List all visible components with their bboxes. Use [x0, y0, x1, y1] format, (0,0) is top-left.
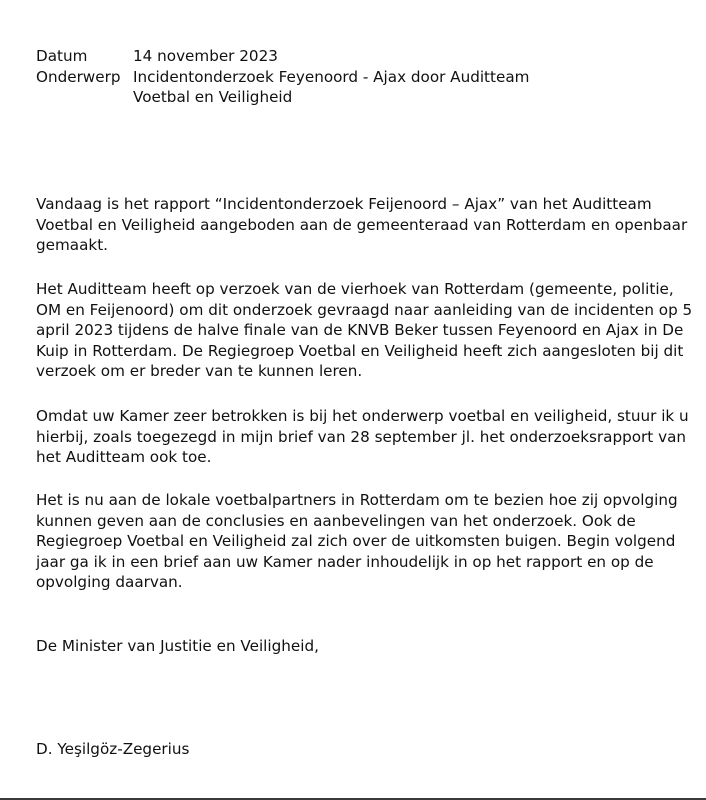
paragraph-follow-up: Het is nu aan de lokale voetbalpartners in Rotterdam om te bezien hoe zij opvolging kunnen geven aan de conclusies en aanbevelingen van het onderzoek. Ook de Regiegroep Voetbal en Veiligheid zal zich over de uitkomsten buigen. Begin volgend jaar ga ik in een brief aan uw Kamer nader inhoudelijk in op het rapport en op de opvolging daarvan.: [36, 491, 678, 591]
subject-row: [36, 67, 573, 108]
subject-label: Onderwerp: [36, 67, 121, 86]
subject-value: Incidentonderzoek Feyenoord - Ajax door Auditteam Voetbal en Veiligheid: [133, 67, 530, 106]
closing-line: De Minister van Justitie en Veiligheid,: [36, 637, 319, 655]
paragraph-report-presented: Vandaag is het rapport “Incidentonderzoek Feijenoord – Ajax” van het Auditteam Voetbal en Veiligheid aangeboden aan de gemeenteraad van Rotterdam en openbaar gemaakt.: [36, 195, 688, 254]
letter-header: [36, 46, 573, 108]
date-label: Datum: [36, 47, 88, 65]
date-row: [36, 46, 573, 67]
paragraph-request-background: Het Auditteam heeft op verzoek van de vierhoek van Rotterdam (gemeente, politie, OM en Feijenoord) om dit onderzoek gevraagd naar aanleiding van de incidenten op 5 april 2023 tijdens de halve finale van de KNVB Beker tussen Feyenoord en Ajax in De Kuip in Rotterdam. De Regiegroep Voetbal en Veiligheid heeft zich aangesloten bij dit verzoek om er breder van te kunnen leren.: [36, 280, 693, 380]
paragraph-send-to-chamber: Omdat uw Kamer zeer betrokken is bij het onderwerp voetbal en veiligheid, stuur ik u hierbij, zoals toegezegd in mijn brief van 28 september jl. het onderzoeksrapport van het Auditteam ook toe.: [36, 407, 689, 466]
date-value: 14 november 2023: [133, 47, 278, 65]
signature-name: D. Yeşilgöz-Zegerius: [36, 740, 190, 758]
